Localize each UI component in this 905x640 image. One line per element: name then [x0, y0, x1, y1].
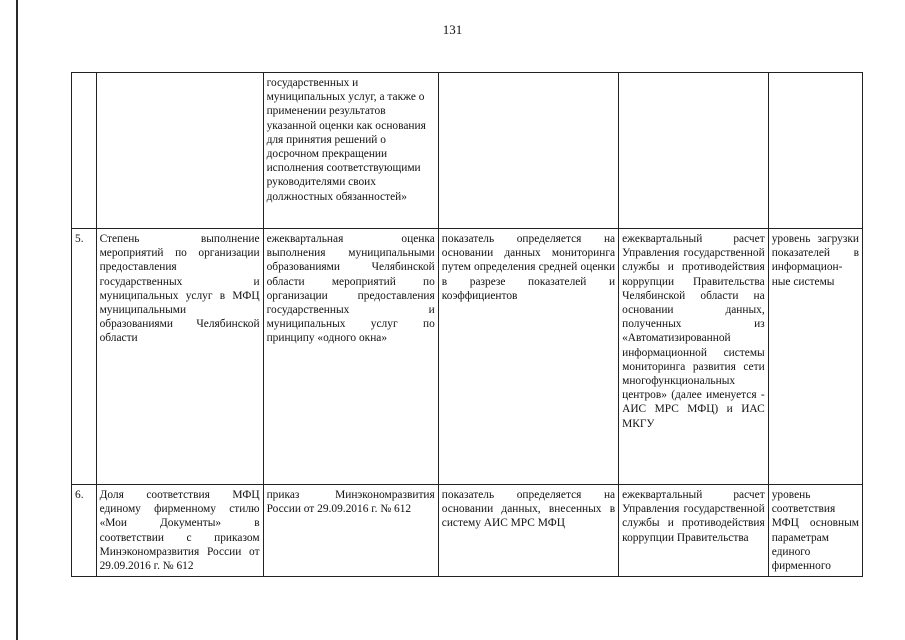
table-row: [72, 73, 863, 229]
frequency-cell: [619, 73, 769, 229]
source-cell: ежеквартальная оценка выполнения муниципальными образованиями Челябинской области мероприятий по организации предоставления государственных и муниципальных услуг по принципу «одного окна»: [263, 229, 438, 485]
source-cell: государственных и муниципальных услуг, а также о применении результатов указанной оценки как основания для принятия решений о досрочном прекращении исполнения соответствующими руководителями своих должностных обязанностей»: [263, 73, 438, 229]
table-row: [72, 485, 863, 577]
indicator-cell: [96, 73, 263, 229]
row-number: [72, 73, 97, 229]
indicators-table: [71, 72, 863, 577]
table-row: [72, 229, 863, 485]
frequency-cell: ежеквартальный расчет Управления государственной службы и противодействия коррупции Правительства Челябинской области на основании данных, полученных из «Автоматизированной информационной системы мониторинга развития сети многофункциональных центров» (далее именуется - АИС МРС МФЦ) и ИАС МКГУ: [619, 229, 769, 485]
source-cell: приказ Минэкономразвития России от 29.09.2016 г. № 612: [263, 485, 438, 577]
target-cell: уровень загрузки показателей в информацион-ные системы: [768, 229, 862, 485]
method-cell: [438, 73, 618, 229]
indicator-cell: Степень выполнение мероприятий по организации предоставления государственных и муниципальных услуг в МФЦ муниципальными образованиями Челябинской области: [96, 229, 263, 485]
row-number: 6.: [72, 485, 97, 577]
frequency-cell: ежеквартальный расчет Управления государственной службы и противодействия коррупции Правительства: [619, 485, 769, 577]
page-number: 131: [442, 22, 463, 37]
method-cell: показатель определяется на основании данных мониторинга путем определения средней оценки в разрезе показателей и коэффициентов: [438, 229, 618, 485]
row-number: 5.: [72, 229, 97, 485]
target-cell: [768, 73, 862, 229]
method-cell: показатель определяется на основании данных, внесенных в систему АИС МРС МФЦ: [438, 485, 618, 577]
indicator-cell: Доля соответствия МФЦ единому фирменному стилю «Мои Документы» в соответствии с приказом Минэкономразвития России от 29.09.2016 г. № 612: [96, 485, 263, 577]
scan-left-edge: [16, 0, 18, 640]
target-cell: уровень соответствия МФЦ основным параметрам единого фирменного: [768, 485, 862, 577]
